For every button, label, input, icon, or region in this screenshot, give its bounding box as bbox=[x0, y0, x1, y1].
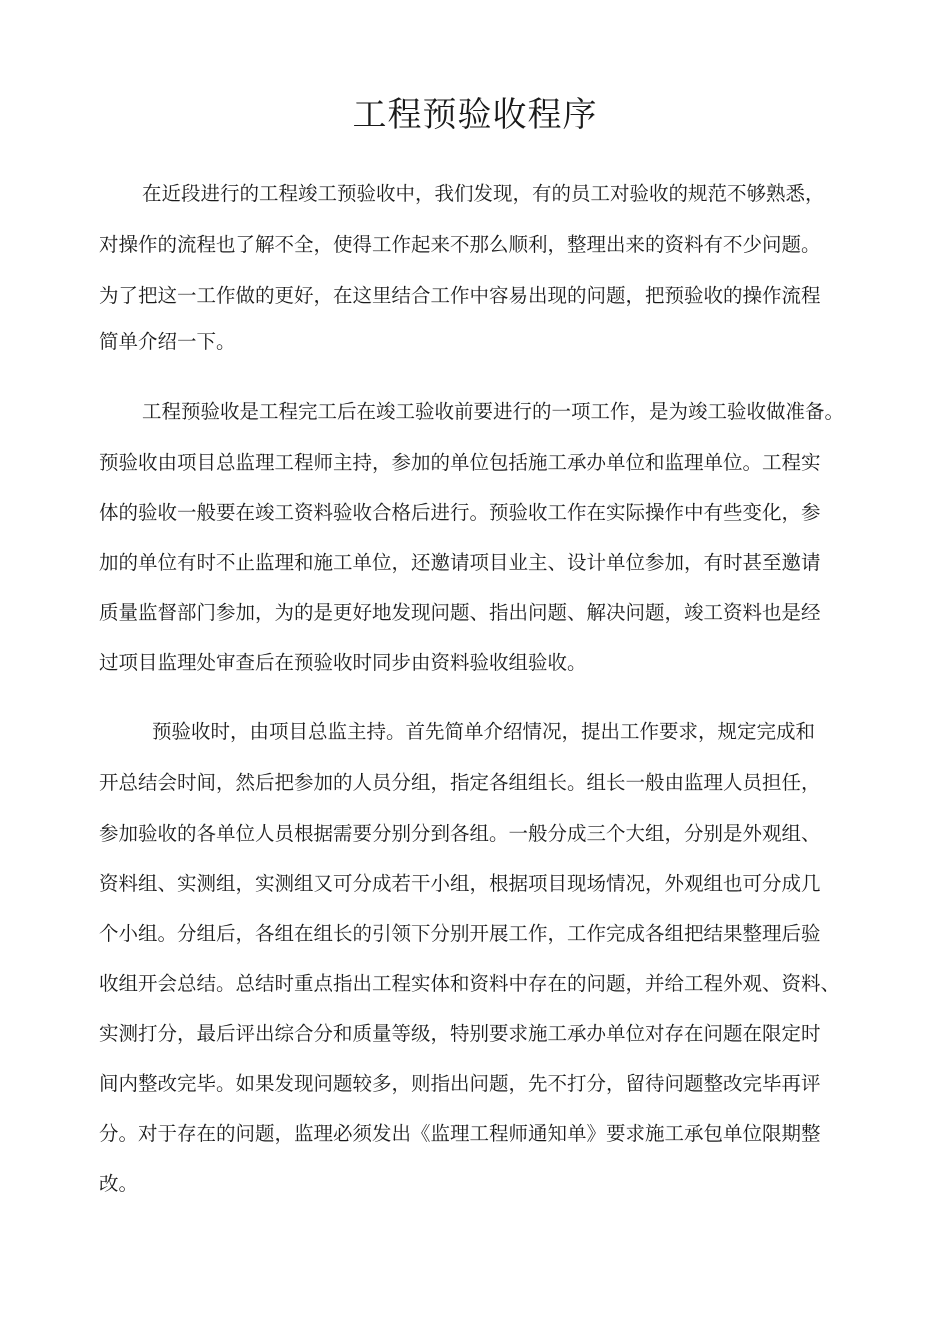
document-title: 工程预验收程序 bbox=[352, 95, 598, 135]
paragraph-2-line-4: 加的单位有时不止监理和施工单位，还邀请项目业主、设计单位参加，有时甚至邀请 bbox=[99, 551, 821, 574]
paragraph-1-line-1: 在近段进行的工程竣工预验收中，我们发现，有的员工对验收的规范不够熟悉， bbox=[142, 182, 825, 205]
paragraph-3-line-9: 分。对于存在的问题，监理必须发出《监理工程师通知单》要求施工承包单位限期整 bbox=[99, 1122, 821, 1145]
paragraph-1-line-4: 简单介绍一下。 bbox=[99, 330, 236, 353]
paragraph-3-line-3: 参加验收的各单位人员根据需要分别分到各组。一般分成三个大组，分别是外观组、 bbox=[99, 822, 821, 845]
paragraph-3-line-10: 改。 bbox=[99, 1172, 139, 1195]
paragraph-2-line-1: 工程预验收是工程完工后在竣工验收前要进行的一项工作，是为竣工验收做准备。 bbox=[142, 400, 845, 423]
paragraph-3-line-7: 实测打分，最后评出综合分和质量等级，特别要求施工承办单位对存在问题在限定时 bbox=[99, 1022, 821, 1045]
paragraph-2-line-5: 质量监督部门参加，为的是更好地发现问题、指出问题、解决问题，竣工资料也是经 bbox=[99, 601, 821, 624]
paragraph-3-line-5: 个小组。分组后，各组在组长的引领下分别开展工作，工作完成各组把结果整理后验 bbox=[99, 922, 821, 945]
paragraph-2-line-6: 过项目监理处审查后在预验收时同步由资料验收组验收。 bbox=[99, 651, 587, 674]
paragraph-3-line-8: 间内整改完毕。如果发现问题较多，则指出问题，先不打分，留待问题整改完毕再评 bbox=[99, 1072, 821, 1095]
paragraph-3-line-2: 开总结会时间，然后把参加的人员分组，指定各组组长。组长一般由监理人员担任， bbox=[99, 771, 821, 794]
paragraph-3-line-1: 预验收时，由项目总监主持。首先简单介绍情况，提出工作要求，规定完成和 bbox=[152, 720, 816, 743]
paragraph-1-line-2: 对操作的流程也了解不全，使得工作起来不那么顺利，整理出来的资料有不少问题。 bbox=[99, 233, 821, 256]
paragraph-2-line-2: 预验收由项目总监理工程师主持，参加的单位包括施工承办单位和监理单位。工程实 bbox=[99, 451, 821, 474]
paragraph-3-line-6: 收组开会总结。总结时重点指出工程实体和资料中存在的问题，并给工程外观、资料、 bbox=[99, 972, 841, 995]
paragraph-3-line-4: 资料组、实测组，实测组又可分成若干小组，根据项目现场情况，外观组也可分成几 bbox=[99, 872, 821, 895]
paragraph-2-line-3: 体的验收一般要在竣工资料验收合格后进行。预验收工作在实际操作中有些变化，参 bbox=[99, 501, 821, 524]
paragraph-1-line-3: 为了把这一工作做的更好，在这里结合工作中容易出现的问题，把预验收的操作流程 bbox=[99, 284, 821, 307]
